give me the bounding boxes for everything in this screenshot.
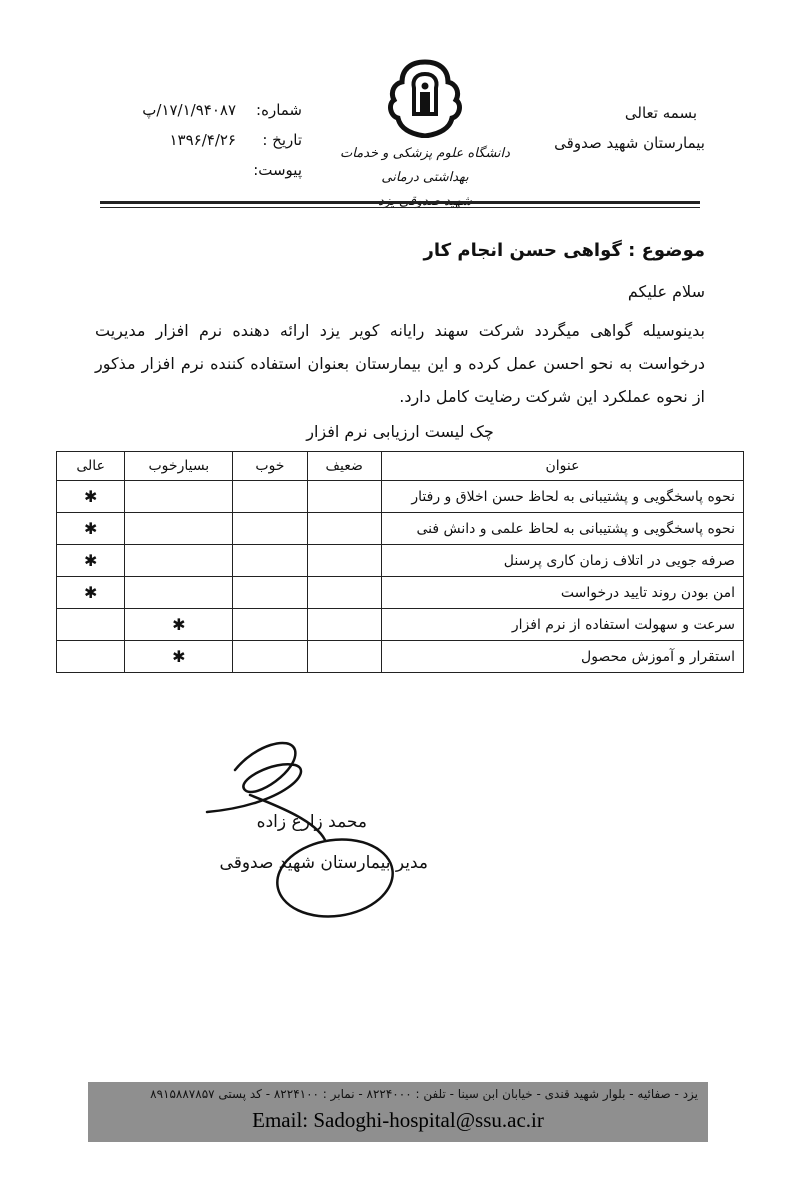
col-excellent: عالی [57, 452, 125, 481]
row-good [233, 513, 307, 545]
row-very-good [125, 545, 233, 577]
row-very-good [125, 513, 233, 545]
col-weak: ضعیف [307, 452, 381, 481]
col-good: خوب [233, 452, 307, 481]
row-weak [307, 609, 381, 641]
letter-subject: موضوع : گواهی حسن انجام کار [423, 240, 705, 261]
row-excellent: ✱ [57, 577, 125, 609]
row-very-good [125, 481, 233, 513]
row-weak [307, 577, 381, 609]
attachment-row [42, 155, 302, 185]
checklist-table [56, 451, 744, 673]
row-title: سرعت و سهولت استفاده از نرم افزار [381, 609, 743, 641]
row-title: امن بودن روند تایید درخواست [381, 577, 743, 609]
row-weak [307, 641, 381, 673]
number-value: ۱۷/۱/۹۴۰۸۷/پ [142, 101, 236, 119]
invocation: بسمه تعالی [624, 104, 697, 122]
letter-body: بدینوسیله گواهی میگردد شرکت سهند رایانه کویر یزد ارائه دهنده نرم افزار مدیریت درخواست به نحو احسن عمل کرده و این بیمارستان بعنوان استفاده کننده نرم افزار مذکور از نحوه عملکرد این شرکت رضایت کامل دارد. [95, 321, 705, 406]
number-label: شماره: [256, 101, 302, 119]
logo-text-line2: شهید صدوقی یزد [378, 194, 472, 209]
row-title: نحوه پاسخگویی و پشتیبانی به لحاظ علمی و دانش فنی [381, 513, 743, 545]
table-row [57, 609, 744, 641]
row-excellent: ✱ [57, 481, 125, 513]
row-excellent [57, 641, 125, 673]
checklist-title: چک لیست ارزیابی نرم افزار [306, 422, 494, 441]
row-weak [307, 481, 381, 513]
row-title: نحوه پاسخگویی و پشتیبانی به لحاظ حسن اخلاق و رفتار [381, 481, 743, 513]
footer-address: یزد - صفائیه - بلوار شهید قندی - خیابان ابن سینا - تلفن : ۸۲۲۴۰۰۰ - نمابر : ۸۲۲۴۱۰۰ - کد پستی ۸۹۱۵۸۸۷۸۵۷ [150, 1087, 698, 1101]
row-excellent: ✱ [57, 545, 125, 577]
footer-email: Email: Sadoghi-hospital@ssu.ac.ir [252, 1108, 544, 1132]
row-excellent [57, 609, 125, 641]
header-divider-thin [100, 207, 700, 208]
signatory-role: مدیر بیمارستان شهید صدوقی [219, 853, 428, 873]
row-very-good: ✱ [125, 609, 233, 641]
logo-emblem-icon [330, 58, 520, 138]
row-good [233, 641, 307, 673]
checklist-header-row [57, 452, 744, 481]
row-excellent: ✱ [57, 513, 125, 545]
col-very-good: بسیارخوب [125, 452, 233, 481]
logo-text-line1: دانشگاه علوم پزشکی و خدمات بهداشتی درمانی [340, 146, 510, 185]
row-very-good: ✱ [125, 641, 233, 673]
university-logo [330, 58, 520, 209]
date-label: تاریخ : [262, 131, 302, 149]
row-title: استقرار و آموزش محصول [381, 641, 743, 673]
header-divider-thick [100, 201, 700, 204]
table-row [57, 513, 744, 545]
row-very-good [125, 577, 233, 609]
row-good [233, 609, 307, 641]
letter-meta [42, 95, 302, 185]
row-weak [307, 513, 381, 545]
date-row [42, 125, 302, 155]
row-title: صرفه جویی در اتلاف زمان کاری پرسنل [381, 545, 743, 577]
table-row [57, 577, 744, 609]
row-good [233, 577, 307, 609]
row-good [233, 481, 307, 513]
number-row [42, 95, 302, 125]
hospital-name: بیمارستان شهید صدوقی [554, 134, 705, 152]
date-value: ۱۳۹۶/۴/۲۶ [169, 131, 236, 149]
table-row [57, 481, 744, 513]
table-row [57, 641, 744, 673]
table-row [57, 545, 744, 577]
signatory-name: محمد زارع زاده [256, 812, 367, 832]
row-weak [307, 545, 381, 577]
letter-greeting: سلام علیکم [627, 282, 705, 301]
attachment-label: پیوست: [253, 161, 302, 179]
col-title: عنوان [381, 452, 743, 481]
letter-footer [88, 1082, 708, 1142]
row-good [233, 545, 307, 577]
